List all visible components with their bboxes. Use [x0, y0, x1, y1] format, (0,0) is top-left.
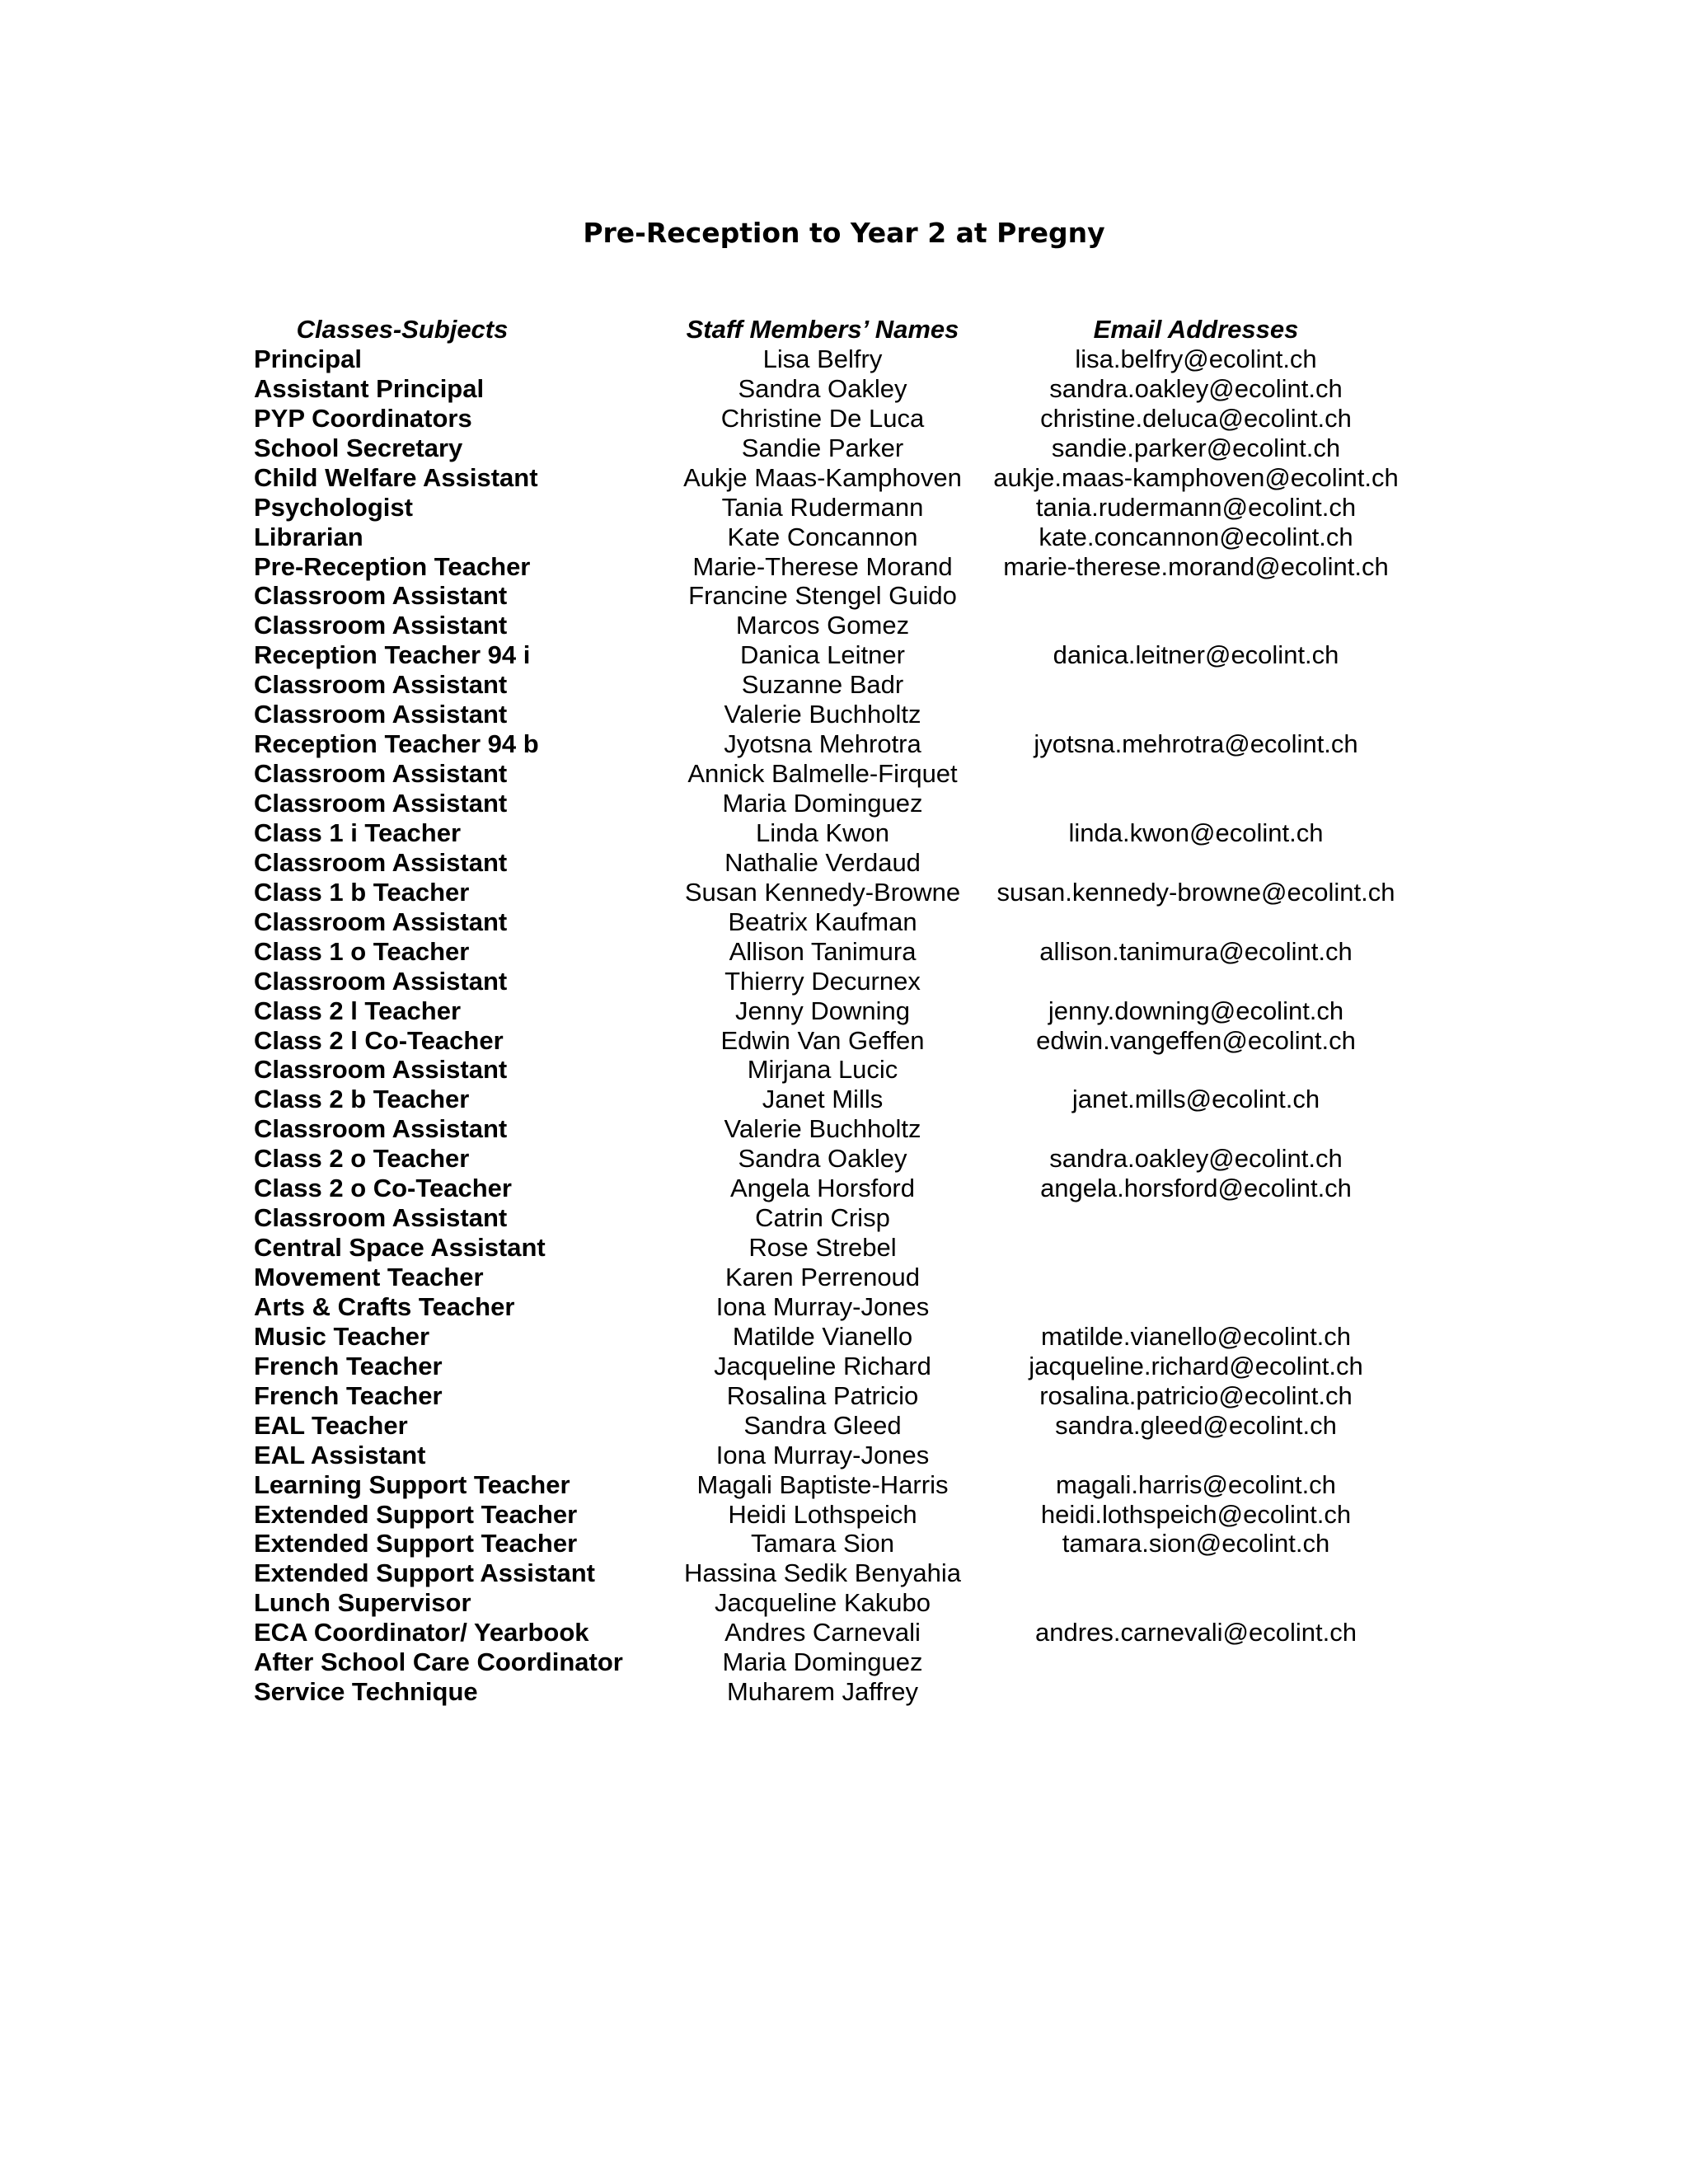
- table-row: [254, 1441, 1408, 1470]
- name-cell: Catrin Crisp: [755, 1203, 890, 1233]
- role-cell: Classroom Assistant: [254, 700, 508, 729]
- role-cell: Class 2 o Co-Teacher: [254, 1174, 512, 1203]
- role-cell: Class 1 b Teacher: [254, 877, 470, 907]
- role-cell: Classroom Assistant: [254, 1114, 508, 1144]
- role-cell: Service Technique: [254, 1677, 478, 1707]
- role-cell: Classroom Assistant: [254, 847, 508, 877]
- role-cell: Movement Teacher: [254, 1263, 484, 1291]
- name-cell: Heidi Lothspeich: [728, 1499, 917, 1529]
- table-row: [254, 374, 1408, 404]
- table-row: [254, 404, 1408, 434]
- name-cell: Valerie Buchholtz: [724, 700, 921, 729]
- table-row: [254, 937, 1408, 967]
- role-cell: Extended Support Teacher: [254, 1529, 578, 1558]
- role-cell: Class 2 o Teacher: [254, 1144, 470, 1174]
- email-cell: sandra.oakley@ecolint.ch: [1049, 373, 1343, 403]
- email-cell: sandie.parker@ecolint.ch: [1051, 433, 1341, 462]
- table-row: [254, 1144, 1408, 1174]
- role-cell: Classroom Assistant: [254, 581, 508, 611]
- role-cell: Assistant Principal: [254, 373, 485, 403]
- table-row: [254, 1352, 1408, 1381]
- email-cell: jyotsna.mehrotra@ecolint.ch: [1034, 729, 1358, 759]
- email-cell: sandra.gleed@ecolint.ch: [1055, 1410, 1337, 1440]
- table-row: [254, 1203, 1408, 1233]
- table-row: [254, 1322, 1408, 1352]
- table-row: [254, 1411, 1408, 1441]
- role-cell: Classroom Assistant: [254, 1203, 508, 1233]
- table-row: [254, 1470, 1408, 1500]
- name-cell: Jenny Downing: [735, 996, 910, 1025]
- name-cell: Sandra Gleed: [743, 1410, 902, 1440]
- name-cell: Angela Horsford: [729, 1174, 915, 1203]
- role-cell: Classroom Assistant: [254, 1055, 508, 1085]
- name-cell: Jacqueline Richard: [714, 1351, 931, 1380]
- role-cell: Lunch Supervisor: [254, 1588, 471, 1618]
- column-header-email: Email Addresses: [1093, 315, 1299, 344]
- role-cell: Music Teacher: [254, 1321, 430, 1351]
- name-cell: Iona Murray-Jones: [715, 1440, 930, 1469]
- email-cell: lisa.belfry@ecolint.ch: [1075, 344, 1317, 373]
- table-row: [254, 878, 1408, 907]
- role-cell: Arts & Crafts Teacher: [254, 1291, 515, 1321]
- role-cell: Classroom Assistant: [254, 966, 508, 996]
- role-cell: Class 1 o Teacher: [254, 936, 470, 966]
- name-cell: Lisa Belfry: [762, 344, 883, 373]
- name-cell: Beatrix Kaufman: [728, 907, 917, 936]
- name-cell: Rose Strebel: [748, 1233, 897, 1263]
- staff-table: [254, 315, 1408, 1707]
- name-cell: Andres Carnevali: [724, 1618, 921, 1647]
- email-cell: matilde.vianello@ecolint.ch: [1040, 1321, 1352, 1351]
- role-cell: Learning Support Teacher: [254, 1469, 570, 1499]
- role-cell: Extended Support Assistant: [254, 1558, 595, 1588]
- table-row: [254, 463, 1408, 493]
- page-title: Pre-Reception to Year 2 at Pregny: [583, 217, 1105, 249]
- role-cell: Classroom Assistant: [254, 789, 508, 818]
- role-cell: Child Welfare Assistant: [254, 462, 538, 492]
- table-row: [254, 967, 1408, 996]
- table-row: [254, 700, 1408, 729]
- name-cell: Kate Concannon: [727, 522, 918, 551]
- table-row: [254, 1529, 1408, 1558]
- name-cell: Magali Baptiste-Harris: [696, 1469, 949, 1499]
- email-cell: tamara.sion@ecolint.ch: [1062, 1529, 1330, 1558]
- name-cell: Nathalie Verdaud: [724, 847, 921, 877]
- name-cell: Aukje Maas-Kamphoven: [683, 462, 962, 492]
- table-row: [254, 818, 1408, 848]
- name-cell: Karen Perrenoud: [724, 1263, 921, 1291]
- role-cell: School Secretary: [254, 433, 463, 462]
- email-cell: christine.deluca@ecolint.ch: [1040, 403, 1352, 433]
- table-row: [254, 996, 1408, 1026]
- name-cell: Thierry Decurnex: [724, 966, 921, 996]
- email-cell: sandra.oakley@ecolint.ch: [1049, 1144, 1343, 1174]
- column-header-role: Classes-Subjects: [296, 315, 509, 344]
- email-cell: linda.kwon@ecolint.ch: [1068, 818, 1324, 847]
- table-row: [254, 523, 1408, 552]
- table-body: [254, 344, 1408, 1707]
- role-cell: Central Space Assistant: [254, 1233, 546, 1263]
- table-row: [254, 1677, 1408, 1707]
- table-row: [254, 1174, 1408, 1203]
- email-cell: tania.rudermann@ecolint.ch: [1035, 492, 1357, 522]
- table-row: [254, 611, 1408, 640]
- email-cell: rosalina.patricio@ecolint.ch: [1039, 1380, 1353, 1410]
- table-row: [254, 848, 1408, 878]
- email-cell: aukje.maas-kamphoven@ecolint.ch: [993, 462, 1399, 492]
- email-cell: allison.tanimura@ecolint.ch: [1039, 936, 1353, 966]
- name-cell: Sandra Oakley: [738, 1144, 907, 1174]
- name-cell: Rosalina Patricio: [726, 1380, 919, 1410]
- role-cell: Principal: [254, 344, 362, 373]
- table-row: [254, 344, 1408, 374]
- column-header-name: Staff Members’ Names: [686, 315, 959, 344]
- name-cell: Sandra Oakley: [738, 373, 907, 403]
- email-cell: magali.harris@ecolint.ch: [1056, 1469, 1336, 1499]
- name-cell: Allison Tanimura: [729, 936, 917, 966]
- email-cell: danica.leitner@ecolint.ch: [1053, 640, 1339, 670]
- name-cell: Matilde Vianello: [732, 1321, 913, 1351]
- table-row: [254, 552, 1408, 582]
- email-cell: kate.concannon@ecolint.ch: [1039, 522, 1353, 551]
- table-row: [254, 1618, 1408, 1647]
- name-cell: Marie-Therese Morand: [692, 551, 953, 581]
- role-cell: EAL Assistant: [254, 1440, 426, 1469]
- role-cell: Class 2 l Co-Teacher: [254, 1025, 504, 1055]
- name-cell: Tamara Sion: [750, 1529, 895, 1558]
- role-cell: Class 2 l Teacher: [254, 996, 462, 1025]
- table-row: [254, 729, 1408, 759]
- email-cell: angela.horsford@ecolint.ch: [1040, 1174, 1352, 1203]
- table-row: [254, 907, 1408, 937]
- role-cell: After School Care Coordinator: [254, 1647, 623, 1677]
- table-row: [254, 1558, 1408, 1588]
- name-cell: Tania Rudermann: [721, 492, 924, 522]
- table-row: [254, 1085, 1408, 1114]
- name-cell: Marcos Gomez: [735, 611, 910, 640]
- email-cell: janet.mills@ecolint.ch: [1071, 1085, 1320, 1114]
- email-cell: marie-therese.morand@ecolint.ch: [1003, 551, 1389, 581]
- table-row: [254, 1055, 1408, 1085]
- name-cell: Francine Stengel Guido: [688, 581, 957, 611]
- name-cell: Jyotsna Mehrotra: [724, 729, 921, 759]
- role-cell: Classroom Assistant: [254, 907, 508, 936]
- table-row: [254, 434, 1408, 463]
- role-cell: Classroom Assistant: [254, 611, 508, 640]
- table-row: [254, 789, 1408, 818]
- name-cell: Annick Balmelle-Firquet: [687, 759, 958, 789]
- role-cell: PYP Coordinators: [254, 403, 472, 433]
- name-cell: Maria Dominguez: [722, 789, 923, 818]
- table-row: [254, 1026, 1408, 1056]
- name-cell: Danica Leitner: [740, 640, 905, 670]
- name-cell: Iona Murray-Jones: [715, 1291, 930, 1321]
- role-cell: Pre-Reception Teacher: [254, 551, 531, 581]
- name-cell: Sandie Parker: [741, 433, 904, 462]
- role-cell: Reception Teacher 94 i: [254, 640, 531, 670]
- name-cell: Muharem Jaffrey: [726, 1677, 918, 1707]
- table-row: [254, 670, 1408, 700]
- table-row: [254, 493, 1408, 523]
- role-cell: Class 1 i Teacher: [254, 818, 462, 847]
- email-cell: susan.kennedy-browne@ecolint.ch: [996, 877, 1395, 907]
- name-cell: Hassina Sedik Benyahia: [683, 1558, 962, 1588]
- role-cell: Classroom Assistant: [254, 670, 508, 700]
- name-cell: Linda Kwon: [755, 818, 889, 847]
- name-cell: Janet Mills: [762, 1085, 884, 1114]
- email-cell: andres.carnevali@ecolint.ch: [1035, 1618, 1357, 1647]
- email-cell: edwin.vangeffen@ecolint.ch: [1036, 1025, 1356, 1055]
- email-cell: heidi.lothspeich@ecolint.ch: [1040, 1499, 1352, 1529]
- table-row: [254, 1114, 1408, 1144]
- email-cell: jacqueline.richard@ecolint.ch: [1029, 1351, 1363, 1380]
- table-row: [254, 1381, 1408, 1411]
- role-cell: Classroom Assistant: [254, 759, 508, 789]
- table-row: [254, 759, 1408, 789]
- table-row: [254, 640, 1408, 670]
- table-row: [254, 1647, 1408, 1677]
- name-cell: Valerie Buchholtz: [724, 1114, 921, 1144]
- role-cell: Class 2 b Teacher: [254, 1085, 470, 1114]
- role-cell: Psychologist: [254, 492, 413, 522]
- role-cell: Reception Teacher 94 b: [254, 729, 539, 759]
- email-cell: jenny.downing@ecolint.ch: [1048, 996, 1344, 1025]
- role-cell: EAL Teacher: [254, 1410, 408, 1440]
- table-row: [254, 1588, 1408, 1618]
- name-cell: Suzanne Badr: [741, 670, 904, 700]
- table-row: [254, 1292, 1408, 1322]
- name-cell: Christine De Luca: [720, 403, 925, 433]
- name-cell: Jacqueline Kakubo: [715, 1588, 931, 1618]
- table-header: [254, 315, 1408, 344]
- role-cell: Extended Support Teacher: [254, 1499, 578, 1529]
- table-row: [254, 581, 1408, 611]
- role-cell: French Teacher: [254, 1380, 443, 1410]
- role-cell: French Teacher: [254, 1351, 443, 1380]
- role-cell: Librarian: [254, 522, 363, 551]
- name-cell: Susan Kennedy-Browne: [684, 877, 961, 907]
- name-cell: Maria Dominguez: [722, 1647, 923, 1677]
- name-cell: Edwin Van Geffen: [720, 1025, 925, 1055]
- name-cell: Mirjana Lucic: [747, 1055, 898, 1085]
- role-cell: ECA Coordinator/ Yearbook: [254, 1618, 589, 1647]
- table-row: [254, 1233, 1408, 1263]
- table-row: [254, 1263, 1408, 1292]
- table-row: [254, 1500, 1408, 1530]
